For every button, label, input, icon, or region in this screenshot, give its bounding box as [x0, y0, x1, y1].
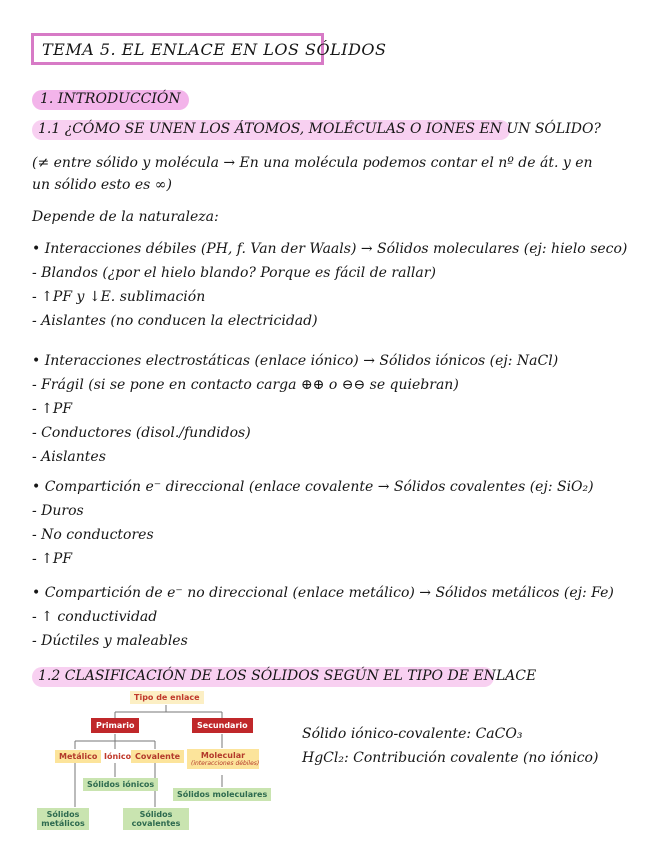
diagram-node-solidos-metalicos: Sólidos metálicos — [37, 808, 89, 830]
group-heading-covalentes: • Compartición e⁻ direccional (enlace covalente → Sólidos covalentes (ej: SiO₂) — [32, 479, 594, 495]
diagram-node-solidos-moleculares: Sólidos moleculares — [173, 788, 271, 801]
side-note-ionico-covalente: Sólido iónico-covalente: CaCO₃ — [302, 726, 523, 742]
diagram-node-metalico: Metálico — [55, 750, 101, 763]
group-item: - ↑PF y ↓E. sublimación — [32, 289, 206, 305]
group-item: - ↑PF — [32, 401, 73, 417]
group-item: - Aislantes — [32, 449, 106, 465]
diagram-node-secundario: Secundario — [192, 718, 253, 733]
section-heading-introduccion: 1. INTRODUCCIÓN — [32, 90, 189, 110]
diagram-node-solidos-ionicos: Sólidos iónicos — [83, 778, 158, 791]
group-item: - ↑PF — [32, 551, 73, 567]
group-item: - Blandos (¿por el hielo blando? Porque es fácil de rallar) — [32, 265, 436, 281]
diagram-node-molecular-sub: (interacciones débiles) — [191, 760, 260, 767]
diagram-node-primario: Primario — [91, 718, 139, 733]
diagram-node-solidos-covalentes: Sólidos covalentes — [123, 808, 189, 830]
group-item: - ↑ conductividad — [32, 609, 158, 625]
group-item: - Conductores (disol./fundidos) — [32, 425, 251, 441]
subsection-heading-clasificacion: 1.2 CLASIFICACIÓN DE LOS SÓLIDOS SEGÚN EL TIPO DE ENLACE — [32, 667, 494, 687]
diagram-node-molecular-label: Molecular — [200, 751, 246, 760]
diagram-node-covalente: Covalente — [131, 750, 184, 763]
subsection-heading-como-se-unen: 1.1 ¿CÓMO SE UNEN LOS ÁTOMOS, MOLÉCULAS O IONES EN UN SÓLIDO? — [32, 120, 510, 140]
intro-line: Depende de la naturaleza: — [32, 209, 219, 225]
group-item: - Dúctiles y maleables — [32, 633, 188, 649]
group-item: - No conductores — [32, 527, 154, 543]
diagram-node-ionico: Iónico — [104, 752, 132, 761]
intro-line: un sólido esto es ∞) — [32, 177, 172, 193]
group-item: - Duros — [32, 503, 84, 519]
group-item: - Frágil (si se pone en contacto carga ⊕⊕ o ⊖⊖ se quiebran) — [32, 377, 459, 393]
intro-line: (≠ entre sólido y molécula → En una molécula podemos contar el nº de át. y en — [32, 155, 593, 171]
page-title: TEMA 5. EL ENLACE EN LOS SÓLIDOS — [31, 33, 324, 65]
group-heading-moleculares: • Interacciones débiles (PH, f. Van der Waals) → Sólidos moleculares (ej: hielo seco) — [32, 241, 628, 257]
side-note-hgcl2: HgCl₂: Contribución covalente (no iónico) — [302, 750, 599, 766]
group-heading-metalicos: • Compartición de e⁻ no direccional (enlace metálico) → Sólidos metálicos (ej: Fe) — [32, 585, 614, 601]
diagram-node-molecular — [187, 749, 259, 769]
diagram-node-tipo-de-enlace: Tipo de enlace — [130, 691, 204, 704]
group-item: - Aislantes (no conducen la electricidad) — [32, 313, 318, 329]
group-heading-ionicos: • Interacciones electrostáticas (enlace iónico) → Sólidos iónicos (ej: NaCl) — [32, 353, 559, 369]
